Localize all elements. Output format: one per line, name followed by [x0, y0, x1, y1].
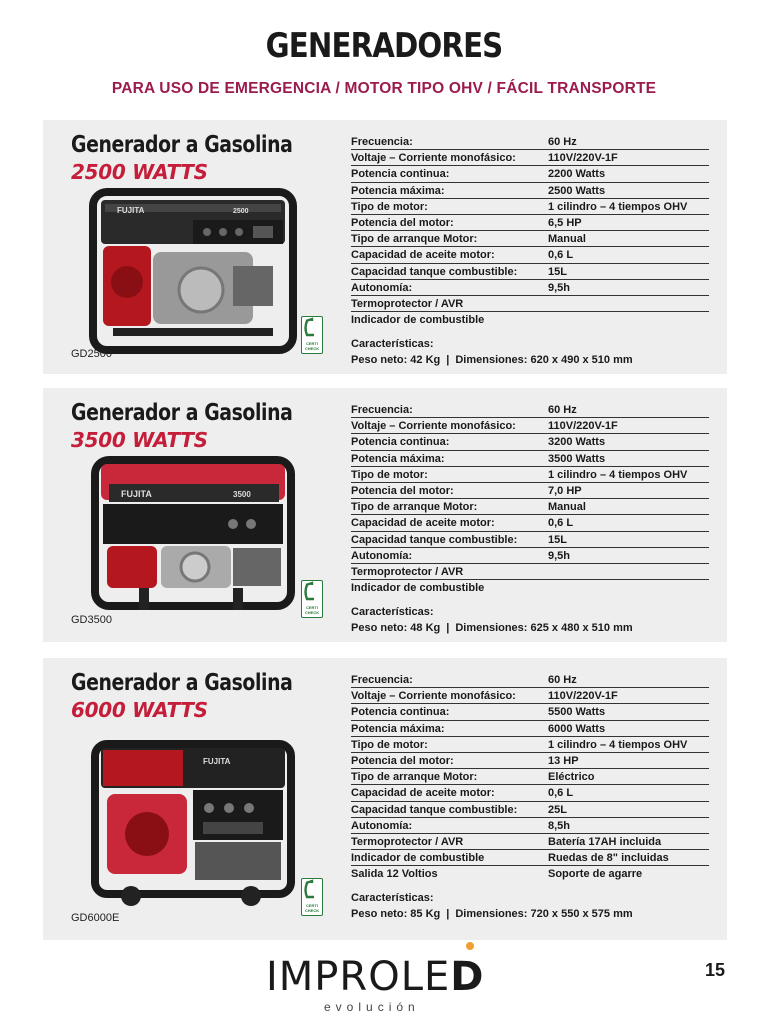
- spec-row: Capacidad tanque combustible: 25L: [351, 802, 709, 818]
- product-card-gd3500: [43, 388, 727, 642]
- logo-main: IMPROLE: [266, 954, 451, 1000]
- weight: Peso neto: 48 Kg: [351, 622, 441, 635]
- spec-row: Autonomía: 9,5h: [351, 280, 709, 296]
- product-card-gd2500: [43, 120, 727, 374]
- spec-row: Termoprotector / AVR: [351, 296, 709, 312]
- generator-image: [83, 186, 303, 358]
- product-model: GD6000E: [71, 912, 120, 924]
- generator-image: [83, 734, 303, 910]
- spec-row: Frecuencia: 60 Hz: [351, 402, 709, 418]
- product-title: Generador a Gasolina: [71, 132, 293, 158]
- spec-row: Capacidad de aceite motor: 0,6 L: [351, 515, 709, 531]
- spec-row: Potencia continua: 5500 Watts: [351, 704, 709, 720]
- logo-tail: D: [450, 954, 485, 1000]
- weight: Peso neto: 42 Kg: [351, 354, 441, 367]
- spec-row: Frecuencia: 60 Hz: [351, 134, 709, 150]
- product-title: Generador a Gasolina: [71, 670, 293, 696]
- spec-row: Tipo de arranque Motor: Eléctrico: [351, 769, 709, 785]
- spec-row: Autonomía: 8,5h: [351, 818, 709, 834]
- features-line: Peso neto: 48 Kg | Dimensiones: 625 x 480 x 510 mm: [351, 622, 633, 635]
- spec-row: Potencia máxima: 6000 Watts: [351, 721, 709, 737]
- spec-row: Potencia máxima: 2500 Watts: [351, 183, 709, 199]
- certification-badge: [301, 316, 323, 354]
- features-line: Peso neto: 85 Kg | Dimensiones: 720 x 550 x 575 mm: [351, 908, 633, 921]
- generator-brand-mark: FUJITA: [203, 757, 231, 766]
- certification-badge: [301, 878, 323, 916]
- spec-row: Tipo de arranque Motor: Manual: [351, 231, 709, 247]
- spec-row: Termoprotector / AVR: [351, 564, 709, 580]
- check-icon: [302, 317, 321, 339]
- spec-row: Salida 12 Voltios Soporte de agarre: [351, 868, 643, 881]
- logo-tagline: evolución: [324, 1000, 420, 1014]
- page-subtitle: PARA USO DE EMERGENCIA / MOTOR TIPO OHV / FÁCIL TRANSPORTE: [111, 80, 657, 97]
- spec-row: Tipo de motor: 1 cilindro – 4 tiempos OHV: [351, 199, 709, 215]
- cert-label: CERTI CHECK: [304, 341, 320, 351]
- generator-brand-mark: FUJITA: [121, 489, 152, 499]
- spec-row: Indicador de combustible: [351, 314, 485, 327]
- spec-row: Potencia máxima: 3500 Watts: [351, 451, 709, 467]
- spec-row: Indicador de combustible: [351, 582, 485, 595]
- features-title: Características:: [351, 892, 434, 905]
- check-icon: [302, 581, 321, 603]
- spec-row: Indicador de combustible Ruedas de 8" incluidas: [351, 850, 709, 866]
- product-watts: 3500 WATTS: [71, 428, 208, 452]
- spec-row: Termoprotector / AVR Batería 17AH incluida: [351, 834, 709, 850]
- generator-panel-mark: 2500: [233, 208, 249, 215]
- product-watts: 2500 WATTS: [71, 160, 208, 184]
- product-visual: [43, 658, 343, 940]
- weight: Peso neto: 85 Kg: [351, 908, 441, 921]
- improled-logo: [266, 950, 506, 1020]
- product-model: GD2500: [71, 348, 112, 360]
- dimensions: Dimensiones: 625 x 480 x 510 mm: [455, 622, 633, 635]
- product-visual: [43, 388, 343, 642]
- features-title: Características:: [351, 606, 434, 619]
- spec-table: [351, 134, 709, 366]
- page-title: GENERADORES: [265, 26, 503, 66]
- spec-row: Capacidad de aceite motor: 0,6 L: [351, 785, 709, 801]
- spec-row: Capacidad de aceite motor: 0,6 L: [351, 247, 709, 263]
- generator-brand-mark: FUJITA: [117, 206, 145, 215]
- logo-wordmark: [266, 954, 484, 1000]
- spec-row: Autonomía: 9,5h: [351, 548, 709, 564]
- spec-row: Potencia del motor: 13 HP: [351, 753, 709, 769]
- page-number: 15: [705, 960, 726, 980]
- dimensions: Dimensiones: 620 x 490 x 510 mm: [455, 354, 633, 367]
- check-icon: [302, 879, 321, 901]
- logo-accent-dot: [466, 942, 474, 950]
- dimensions: Dimensiones: 720 x 550 x 575 mm: [455, 908, 633, 921]
- spec-row: Tipo de motor: 1 cilindro – 4 tiempos OHV: [351, 467, 709, 483]
- spec-table: [351, 672, 709, 920]
- spec-row: Tipo de arranque Motor: Manual: [351, 499, 709, 515]
- spec-row: Tipo de motor: 1 cilindro – 4 tiempos OHV: [351, 737, 709, 753]
- spec-row: Potencia continua: 2200 Watts: [351, 166, 709, 182]
- cert-label: CERTI CHECK: [304, 605, 320, 615]
- product-watts: 6000 WATTS: [71, 698, 208, 722]
- product-visual: [43, 120, 343, 374]
- generator-panel-mark: 3500: [233, 490, 251, 499]
- spec-table: [351, 402, 709, 634]
- product-model: GD3500: [71, 614, 112, 626]
- spec-row: Voltaje – Corriente monofásico: 110V/220V-1F: [351, 418, 709, 434]
- generator-image: [83, 454, 303, 614]
- spec-row: Potencia del motor: 6,5 HP: [351, 215, 709, 231]
- product-title: Generador a Gasolina: [71, 400, 293, 426]
- features-title: Características:: [351, 338, 434, 351]
- certification-badge: [301, 580, 323, 618]
- spec-row: Voltaje – Corriente monofásico: 110V/220V-1F: [351, 688, 709, 704]
- features-line: Peso neto: 42 Kg | Dimensiones: 620 x 490 x 510 mm: [351, 354, 633, 367]
- spec-row: Potencia del motor: 7,0 HP: [351, 483, 709, 499]
- spec-row: Voltaje – Corriente monofásico: 110V/220V-1F: [351, 150, 709, 166]
- spec-row: Frecuencia: 60 Hz: [351, 672, 709, 688]
- cert-label: CERTI CHECK: [304, 903, 320, 913]
- product-card-gd6000e: [43, 658, 727, 940]
- spec-row: Capacidad tanque combustible: 15L: [351, 532, 709, 548]
- spec-row: Capacidad tanque combustible: 15L: [351, 264, 709, 280]
- spec-row: Potencia continua: 3200 Watts: [351, 434, 709, 450]
